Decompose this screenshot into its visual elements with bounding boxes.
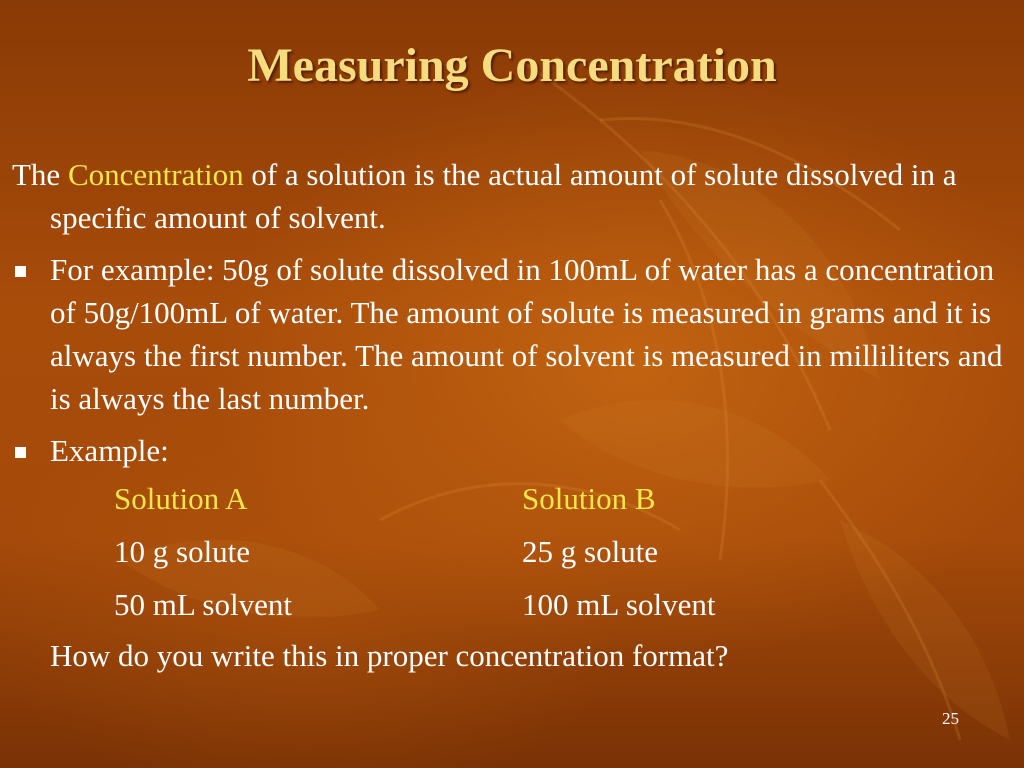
solution-a-solvent: 50 mL solvent xyxy=(114,587,292,622)
solution-a-solute: 10 g solute xyxy=(114,534,251,569)
definition-after: of a solution is the actual amount of solute dissolved in a specific amount of solvent. xyxy=(50,157,957,235)
solution-b-solvent: 100 mL solvent xyxy=(522,587,716,622)
example-header-row xyxy=(12,472,1012,525)
example-row xyxy=(12,578,1012,631)
solution-b-solute: 25 g solute xyxy=(522,534,659,569)
solution-b-header: Solution B xyxy=(522,481,656,516)
square-bullet-icon xyxy=(15,447,26,458)
example-table xyxy=(12,472,1012,631)
bullet-item-for-example xyxy=(12,248,1012,420)
definition-paragraph xyxy=(12,153,1012,239)
definition-before: The xyxy=(12,157,68,192)
concentration-term: Concentration xyxy=(67,157,244,192)
bullet-text: Example: xyxy=(50,433,169,468)
solution-a-header: Solution A xyxy=(114,481,248,516)
example-row xyxy=(12,525,1012,578)
question-text: How do you write this in proper concentration format? xyxy=(50,638,729,673)
bullet-item-example xyxy=(12,429,1012,472)
square-bullet-icon xyxy=(15,266,26,277)
slide-title: Measuring Concentration xyxy=(247,39,777,92)
slide-body xyxy=(12,153,1012,681)
page-number: 25 xyxy=(942,709,959,728)
bullet-text: For example: 50g of solute dissolved in 100mL of water has a concentration of 50g/100mL of water. The amount of solute is measured in grams and it is always the first number. The amount of solvent is measured in milliliters and is always the last number. xyxy=(50,252,1003,416)
